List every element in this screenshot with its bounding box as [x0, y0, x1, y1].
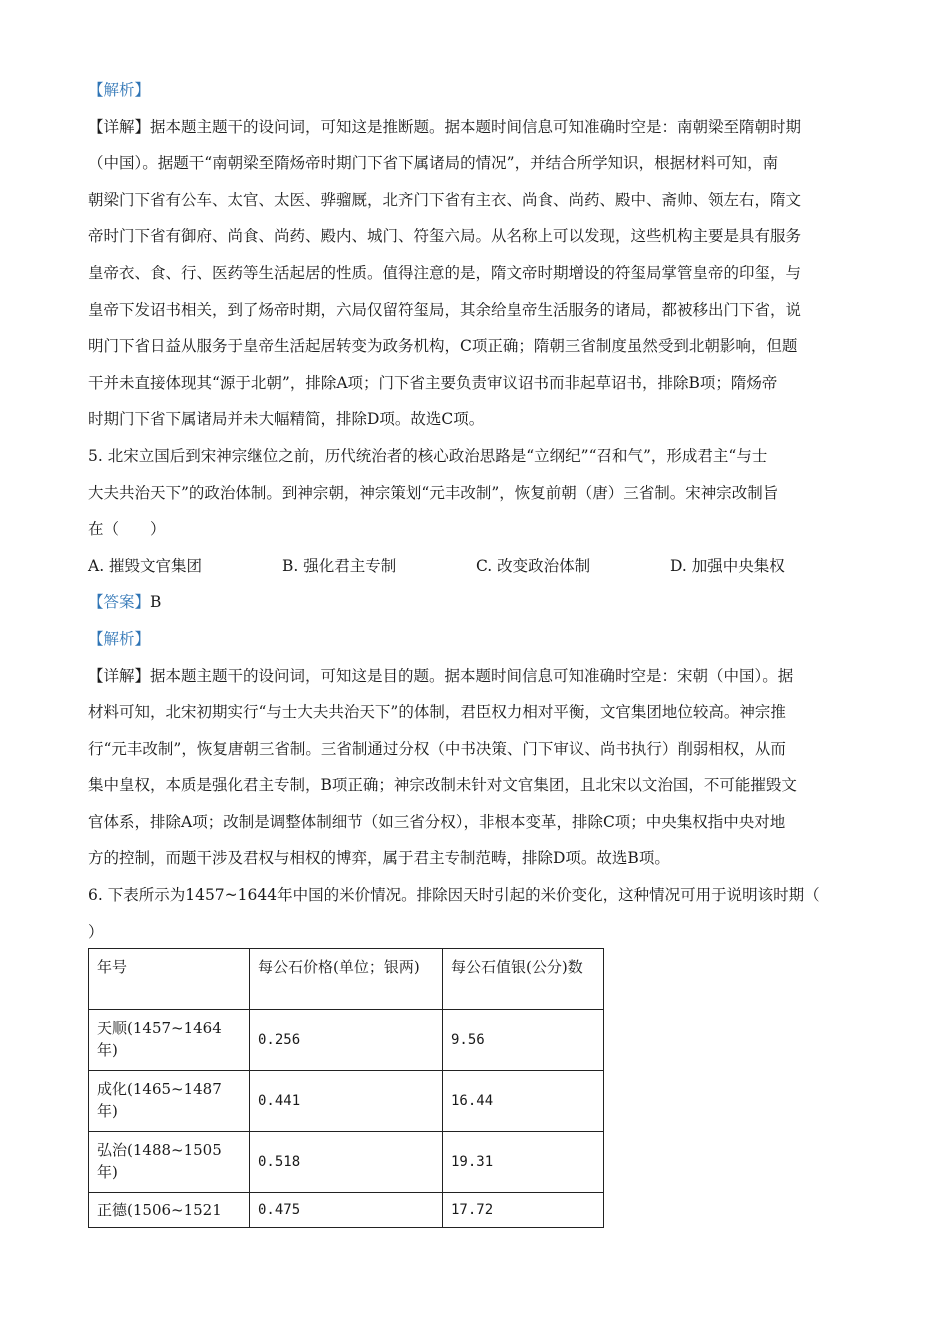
detail-line: 材料可知，北宋初期实行“与士大夫共治天下”的体制，君臣权力相对平衡，文官集团地位较高。神宗推 [88, 703, 786, 722]
detail-line: 官体系，排除A项；改制是调整体制细节（如三省分权），非根本变革，排除C项；中央集权指中央对地 [88, 812, 786, 831]
table-header-cell: 每公石价格(单位；银两) [250, 949, 443, 1010]
detail-line: 【详解】据本题主题干的设问词，可知这是推断题。据本题时间信息可知准确时空是：南朝梁至隋朝时期 [88, 117, 802, 136]
analysis-heading [88, 621, 864, 658]
document-page [88, 72, 864, 950]
question-5-choices [88, 548, 864, 585]
detail-line: （中国）。据题干“南朝梁至隋炀帝时期门下省下属诸局的情况”，并结合所学知识，根据材料可知，南 [88, 154, 779, 173]
detail-line: 【详解】据本题主题干的设问词，可知这是目的题。据本题时间信息可知准确时空是：宋朝（中国）。据 [88, 666, 794, 685]
question-5-stem: 5. 北宋立国后到宋神宗继位之前，历代统治者的核心政治思路是“立纲纪”“召和气”，形成君主“与士 [88, 446, 768, 465]
choice-b: B. 强化君主专制 [282, 556, 397, 575]
detail-line: 皇帝衣、食、行、医药等生活起居的性质。值得注意的是，隋文帝时期增设的符玺局掌管皇帝的印玺，与 [88, 263, 802, 282]
table-cell: 天顺(1457~1464年) [89, 1010, 250, 1071]
answer-value: B [150, 593, 162, 612]
table-header-cell: 每公石值银(公分)数 [443, 949, 604, 1010]
table-row [89, 1193, 604, 1228]
question-6-stem: 6. 下表所示为1457~1644年中国的米价情况。排除因天时引起的米价变化，这种情况可用于说明该时期（ [88, 886, 820, 905]
table-header-row [89, 949, 604, 1010]
detail-line: 时期门下省下属诸局并未大幅精简，排除D项。故选C项。 [88, 410, 485, 429]
table-cell: 9.56 [443, 1010, 604, 1071]
detail-line: 帝时门下省有御府、尚食、尚药、殿内、城门、符玺六局。从名称上可以发现，这些机构主要是具有服务 [88, 227, 802, 246]
table-row [89, 1132, 604, 1193]
table-cell: 0.518 [250, 1132, 443, 1193]
choice-a: A. 摧毁文官集团 [88, 556, 203, 575]
analysis-tag: 【解析】 [88, 629, 151, 648]
analysis-heading [88, 72, 864, 109]
table-cell: 19.31 [443, 1132, 604, 1193]
detail-line: 方的控制，而题干涉及君权与相权的博弈，属于君主专制范畴，排除D项。故选B项。 [88, 849, 670, 868]
question-5-stem: 大夫共治天下”的政治体制。到神宗朝，神宗策划“元丰改制”，恢复前朝（唐）三省制。宋神宗改制旨 [88, 483, 779, 502]
table-row [89, 1071, 604, 1132]
table-header-cell: 年号 [89, 949, 250, 1010]
detail-tag: 【详解】 [88, 117, 151, 136]
detail-tag: 【详解】 [88, 666, 151, 685]
table-cell: 正德(1506~1521 [89, 1193, 250, 1228]
detail-line: 干并未直接体现其“源于北朝”，排除A项；门下省主要负责审议诏书而非起草诏书，排除B项；隋炀帝 [88, 373, 778, 392]
rice-price-table [88, 948, 604, 1228]
question-5-stem: 在（ ） [88, 520, 166, 539]
question-6-stem: ） [88, 922, 104, 941]
table-row [89, 1010, 604, 1071]
table-cell: 成化(1465~1487年) [89, 1071, 250, 1132]
table-cell: 0.256 [250, 1010, 443, 1071]
table-cell: 0.441 [250, 1071, 443, 1132]
table-cell: 16.44 [443, 1071, 604, 1132]
answer-tag: 【答案】 [88, 593, 151, 612]
detail-line: 明门下省日益从服务于皇帝生活起居转变为政务机构，C项正确；隋朝三省制度虽然受到北朝影响，但题 [88, 337, 798, 356]
table-cell: 17.72 [443, 1193, 604, 1228]
analysis-tag: 【解析】 [88, 81, 151, 99]
detail-line: 朝梁门下省有公车、太官、太医、骅骝厩，北齐门下省有主衣、尚食、尚药、殿中、斋帅、领左右，隋文 [88, 190, 802, 209]
table-cell: 0.475 [250, 1193, 443, 1228]
choice-d: D. 加强中央集权 [670, 556, 785, 575]
table-cell: 弘治(1488~1505年) [89, 1132, 250, 1193]
choice-c: C. 改变政治体制 [476, 556, 591, 575]
detail-line: 行“元丰改制”，恢复唐朝三省制。三省制通过分权（中书决策、门下审议、尚书执行）削弱相权，从而 [88, 739, 786, 758]
detail-line: 集中皇权，本质是强化君主专制，B项正确；神宗改制未针对文官集团，且北宋以文治国，不可能摧毁文 [88, 776, 797, 795]
detail-line: 皇帝下发诏书相关，到了炀帝时期，六局仅留符玺局，其余给皇帝生活服务的诸局，都被移出门下省，说 [88, 300, 802, 319]
answer-line [88, 584, 864, 621]
